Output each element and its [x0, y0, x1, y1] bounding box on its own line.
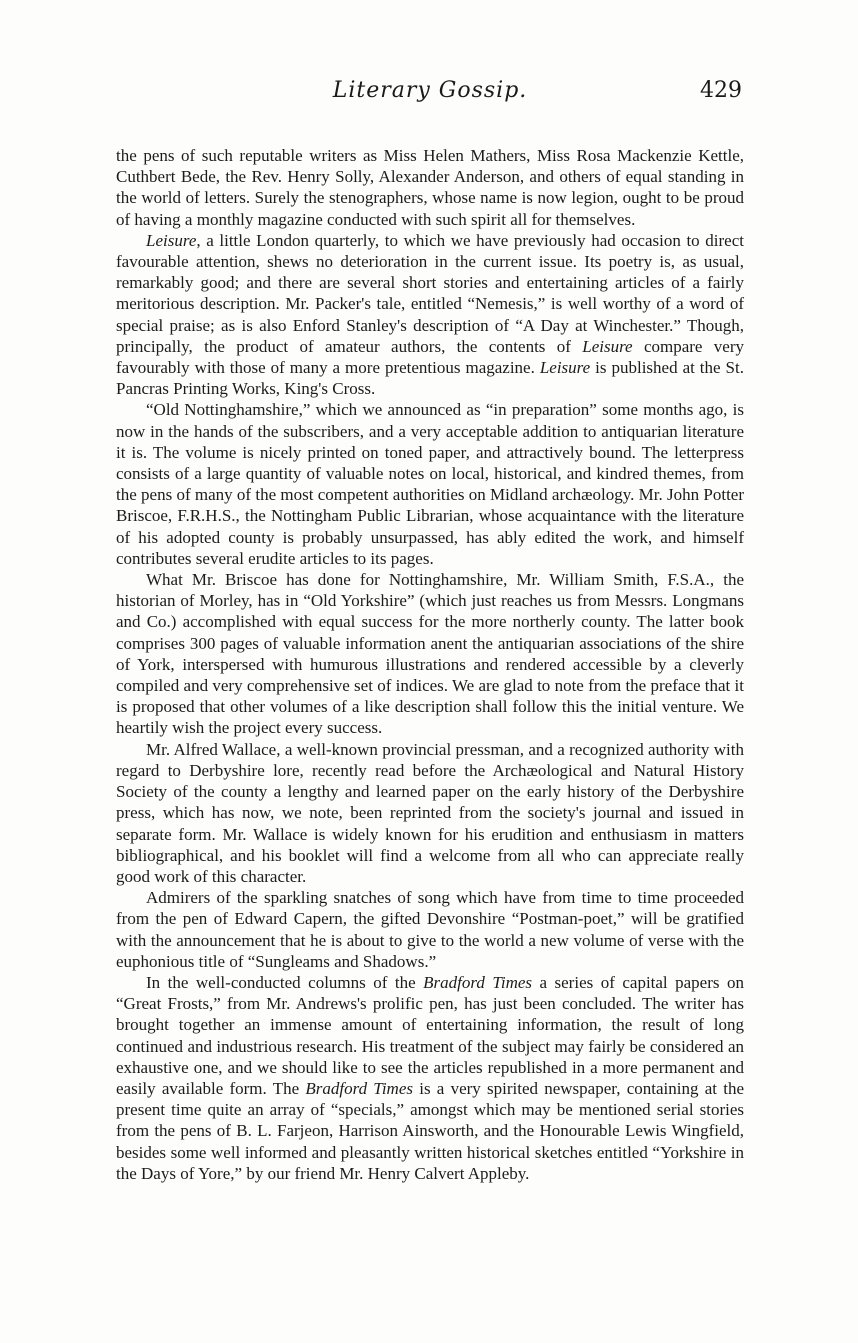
paragraph-text: , a little London quarterly, to which we have previously had occasion to direct favourable attention, shews no deterioration in the current issue. Its poetry is, as usual, remarkably good; and there are several short stories and entertaining articles of a fairly meritorious description. Mr. Packer's tale, entitled “Nemesis,” is well worthy of a word of special praise; as is also Enford Stanley's description of “A Day at Winchester.” Though, principally, the product of amateur authors, the contents of [116, 230, 744, 356]
running-head [118, 78, 742, 118]
italic-title: Bradford Times [305, 1078, 413, 1098]
italic-title: Leisure [146, 230, 197, 250]
paragraph-alfred-wallace [116, 739, 744, 887]
article-body [116, 145, 744, 1184]
page-number: 429 [700, 78, 742, 103]
paragraph-text: is a very spirited newspaper, containing at the present time quite an array of “specials,” amongst which may be mentioned serial stories from the pens of B. L. Farjeon, Harrison Ainsworth, and the Honourable Lewis Wingfield, besides some well informed and pleasantly written historical sketches entitled “Yorkshire in the Days of Yore,” by our friend Mr. Henry Calvert Appleby. [116, 1078, 744, 1183]
paragraph-old-yorkshire [116, 569, 744, 739]
paragraph-leisure [116, 230, 744, 400]
paragraph-stenographers-magazine [116, 145, 744, 230]
paragraph-text: compare very favourably with those of many a more pretentious magazine. [116, 336, 744, 378]
paragraph-text: the pens of such reputable writers as Miss Helen Mathers, Miss Rosa Mackenzie Kettle, Cuthbert Bede, the Rev. Henry Solly, Alexander Anderson, and others of equal standing in the world of letters. Surely the stenographers, whose name is now legion, ought to be proud of having a monthly magazine conducted with such spirit all for themselves. [116, 146, 744, 229]
paragraph-old-nottinghamshire [116, 399, 744, 569]
italic-title: Leisure [582, 336, 633, 356]
paragraph-edward-capern [116, 887, 744, 972]
paragraph-text: a series of capital papers on “Great Frosts,” from Mr. Andrews's prolific pen, has just been concluded. The writer has brought together an immense amount of entertaining information, the result of long continued and industrious research. His treatment of the subject may fairly be considered an exhaustive one, and we should like to see the articles republished in a more permanent and easily available form. The [116, 972, 744, 1098]
paragraph-bradford-times [116, 972, 744, 1184]
paragraph-text: Admirers of the sparkling snatches of song which have from time to time proceeded from the pen of Edward Capern, the gifted Devonshire “Postman-poet,” will be gratified with the announcement that he is about to give to the world a new volume of verse with the euphonious title of “Sungleams and Shadows.” [116, 888, 744, 971]
paragraph-text: “Old Nottinghamshire,” which we announced as “in preparation” some months ago, is now in the hands of the subscribers, and a very acceptable addition to antiquarian literature it is. The volume is nicely printed on toned paper, and attractively bound. The letterpress consists of a large quantity of valuable notes on local, historical, and kindred themes, from the pens of many of the most competent authorities on Midland archæology. Mr. John Potter Briscoe, F.R.H.S., the Nottingham Public Librarian, whose acquaintance with the literature of his adopted county is probably unsurpassed, has ably edited the work, and himself contributes several erudite articles to its pages. [116, 400, 744, 568]
running-title: Literary Gossip. [332, 78, 528, 103]
paragraph-text: What Mr. Briscoe has done for Nottinghamshire, Mr. William Smith, F.S.A., the historian of Morley, has in “Old Yorkshire” (which just reaches us from Messrs. Longmans and Co.) accomplished with equal success for the more northerly county. The latter book comprises 300 pages of valuable information anent the antiquarian associations of the shire of York, interspersed with humurous illustrations and rendered accessible by a cleverly compiled and very comprehensive set of indices. We are glad to note from the preface that it is proposed that other volumes of a like description shall follow this the initial venture. We heartily wish the project every success. [116, 570, 744, 738]
paragraph-text: Mr. Alfred Wallace, a well-known provincial pressman, and a recognized authority with regard to Derbyshire lore, recently read before the Archæological and Natural History Society of the county a lengthy and learned paper on the early history of the Derbyshire press, which has now, we note, been reprinted from the society's journal and issued in separate form. Mr. Wallace is widely known for his erudition and enthusiasm in matters bibliographical, and his booklet will find a welcome from all who can appreciate really good work of this character. [116, 739, 744, 886]
paragraph-text: In the well-conducted columns of the [146, 972, 424, 992]
italic-title: Leisure [539, 358, 591, 378]
paragraph-text: is published at the St. Pancras Printing Works, King's Cross. [116, 358, 744, 399]
italic-title: Bradford Times [423, 972, 533, 992]
